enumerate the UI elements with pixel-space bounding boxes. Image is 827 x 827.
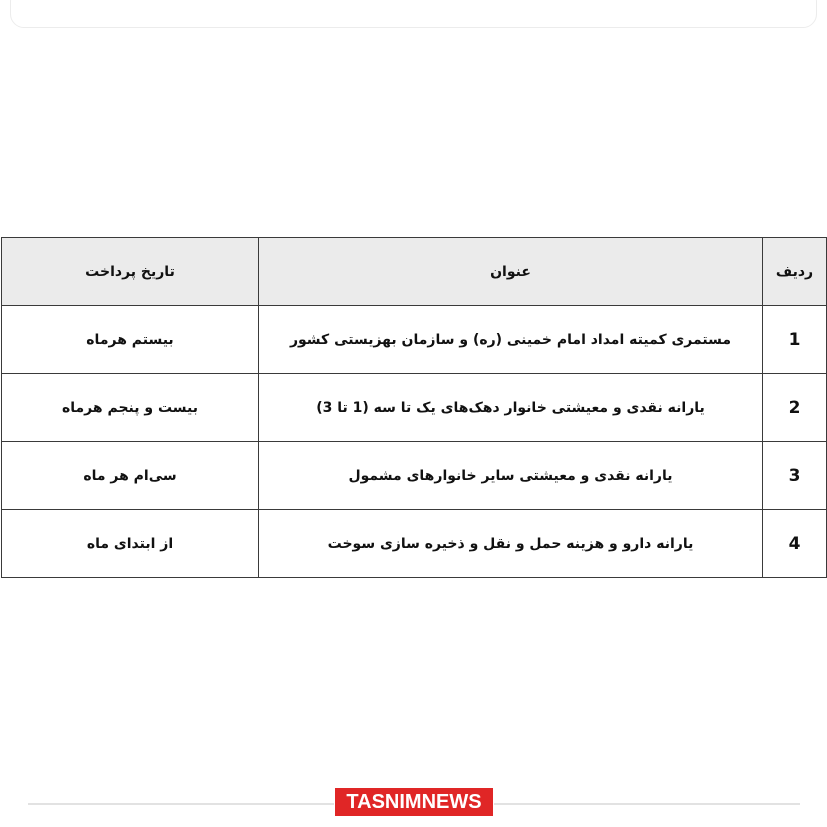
row-date: از ابتدای ماه [2,510,259,578]
header-date: تاریخ پرداخت [2,238,259,306]
row-radif: 1 [763,306,827,374]
row-title: یارانه نقدی و معیشتی سایر خانوارهای مشمول [259,442,763,510]
header-title: عنوان [259,238,763,306]
table-row [2,442,827,510]
row-radif: 2 [763,374,827,442]
row-date: بیست و پنجم هرماه [2,374,259,442]
table-row [2,374,827,442]
row-title: یارانه دارو و هزینه حمل و نقل و ذخیره سازی سوخت [259,510,763,578]
top-frame [10,0,817,28]
payment-schedule-table [1,237,827,578]
header-radif: ردیف [763,238,827,306]
table-header-row [2,238,827,306]
row-date: سی‌ام هر ماه [2,442,259,510]
table-row [2,510,827,578]
row-title: یارانه نقدی و معیشتی خانوار دهک‌های یک تا سه (1 تا 3) [259,374,763,442]
table-row [2,306,827,374]
row-date: بیستم هرماه [2,306,259,374]
tasnimnews-logo: TASNIMNEWS [335,788,493,816]
row-radif: 3 [763,442,827,510]
row-radif: 4 [763,510,827,578]
footer-divider-left [28,803,334,805]
footer-divider-right [494,803,800,805]
row-title: مستمری کمیته امداد امام خمینی (ره) و سازمان بهزیستی کشور [259,306,763,374]
